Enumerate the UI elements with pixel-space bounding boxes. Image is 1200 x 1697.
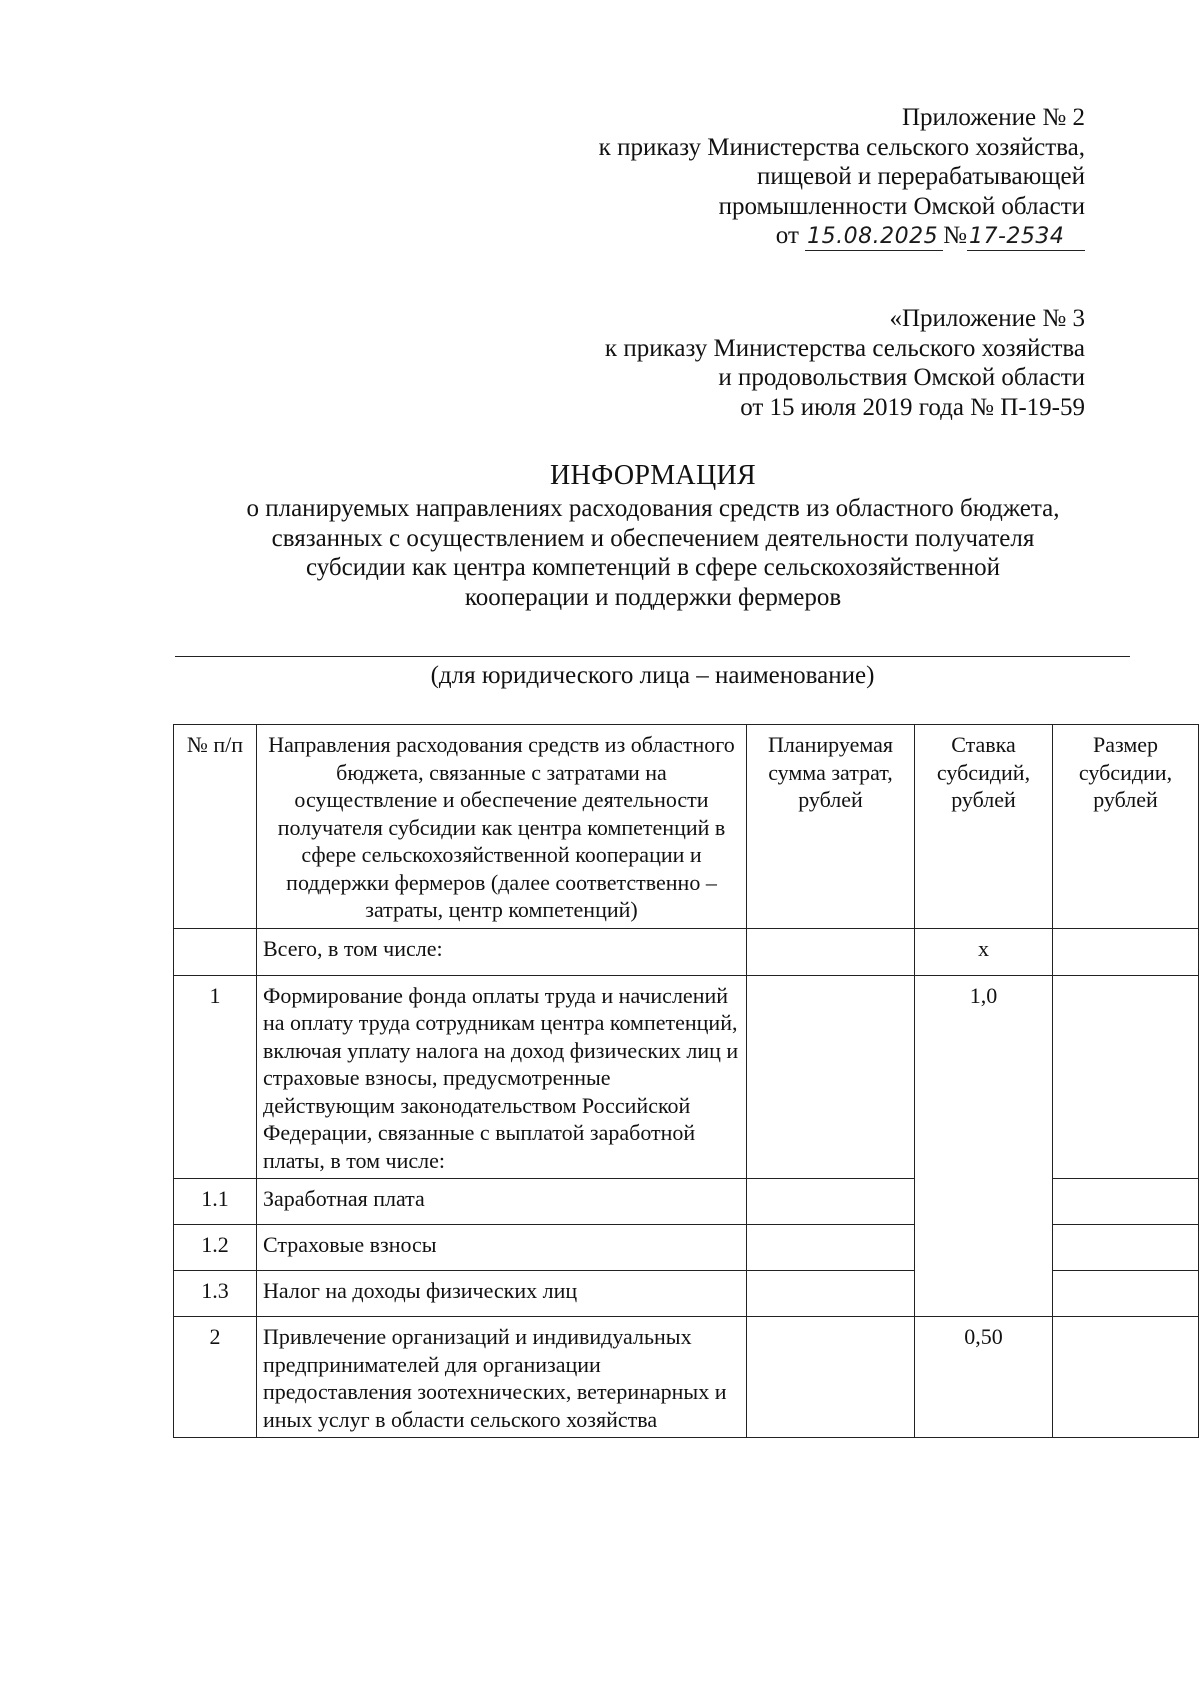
- cell-subsidy-size: [1053, 1271, 1199, 1317]
- cell-subsidy-size: [1053, 928, 1199, 975]
- appendix-previous-header: [605, 304, 1085, 422]
- handwritten-date: 15.08.2025: [805, 224, 943, 251]
- cell-planned-sum: [747, 1225, 915, 1271]
- table-header-row: [174, 725, 1199, 929]
- cell-planned-sum: [747, 928, 915, 975]
- cell-direction: Привлечение организаций и индивидуальных предпринимателей для организации предоставления зоотехнических, ветеринарных и иных услуг в области сельского хозяйства: [257, 1317, 747, 1438]
- cell-planned-sum: [747, 1179, 915, 1225]
- cell-direction: Заработная плата: [257, 1179, 747, 1225]
- cell-planned-sum: [747, 1271, 915, 1317]
- appendix-line-2: к приказу Министерства сельского хозяйства,: [598, 133, 1085, 161]
- cell-subsidy-size: [1053, 1317, 1199, 1438]
- title-line-1: о планируемых направлениях расходования средств из областного бюджета,: [246, 495, 1060, 522]
- table-row: [174, 1317, 1199, 1438]
- appendix-line-3: пищевой и перерабатывающей: [756, 163, 1085, 190]
- header-direction: Направления расходования средств из областного бюджета, связанные с затратами на осуществление и обеспечение деятельности получателя субсидии как центра компетенций в сфере сельскохозяйственной кооперации и поддержки фермеров (далее соответственно – затраты, центр компетенций): [257, 725, 747, 929]
- title-line-4: кооперации и поддержки фермеров: [464, 583, 842, 611]
- cell-subsidy-size: [1053, 1225, 1199, 1271]
- cell-rate-merged: 1,0: [915, 975, 1053, 1317]
- appendix-line-4: промышленности Омской области: [718, 192, 1085, 220]
- cell-num: 1.2: [174, 1225, 257, 1271]
- cell-direction: Налог на доходы физических лиц: [257, 1271, 747, 1317]
- appendix-previous-line-2: к приказу Министерства сельского хозяйства: [604, 334, 1085, 362]
- number-prefix: №: [943, 222, 967, 249]
- title-main: ИНФОРМАЦИЯ: [550, 460, 756, 491]
- cell-num: [174, 928, 257, 975]
- cell-direction: Страховые взносы: [257, 1225, 747, 1271]
- cell-direction: Всего, в том числе:: [257, 928, 747, 975]
- appendix-current-header: [599, 103, 1085, 251]
- header-rate: Ставка субсидий, рублей: [915, 725, 1053, 929]
- cell-rate: х: [915, 928, 1053, 975]
- cell-planned-sum: [747, 1317, 915, 1438]
- entity-caption: (для юридического лица – наименование): [430, 662, 875, 689]
- table-row: [174, 975, 1199, 1179]
- header-num: № п/п: [174, 725, 257, 929]
- expense-directions-table: [173, 724, 1199, 1438]
- order-date-number-line: [599, 221, 1085, 251]
- date-prefix: от: [775, 222, 799, 249]
- entity-name-fill-line: [175, 656, 1130, 657]
- cell-subsidy-size: [1053, 975, 1199, 1179]
- document-title: [170, 460, 1136, 612]
- cell-num: 1: [174, 975, 257, 1179]
- cell-num: 2: [174, 1317, 257, 1438]
- cell-rate: 0,50: [915, 1317, 1053, 1438]
- title-line-3: субсидии как центра компетенций в сфере сельскохозяйственной: [305, 554, 1001, 581]
- header-subsidy-size: Размер субсидии, рублей: [1053, 725, 1199, 929]
- appendix-previous-line-4: от 15 июля 2019 года № П-19-59: [740, 393, 1085, 421]
- cell-num: 1.1: [174, 1179, 257, 1225]
- cell-planned-sum: [747, 975, 915, 1179]
- handwritten-order-number: 17-2534: [967, 224, 1085, 251]
- title-line-2: связанных с осуществлением и обеспечением деятельности получателя: [271, 524, 1035, 552]
- cell-direction: Формирование фонда оплаты труда и начислений на оплату труда сотрудникам центра компетенций, включая уплату налога на доход физических лиц и страховые взносы, предусмотренные действующим законодательством Российской Федерации, связанные с выплатой заработной платы, в том числе:: [257, 975, 747, 1179]
- appendix-title: Приложение № 2: [901, 104, 1085, 131]
- table-row-total: [174, 928, 1199, 975]
- appendix-previous-title: «Приложение № 3: [889, 305, 1085, 332]
- appendix-previous-line-3: и продовольствия Омской области: [718, 364, 1085, 391]
- cell-subsidy-size: [1053, 1179, 1199, 1225]
- cell-num: 1.3: [174, 1271, 257, 1317]
- header-planned-sum: Планируемая сумма затрат, рублей: [747, 725, 915, 929]
